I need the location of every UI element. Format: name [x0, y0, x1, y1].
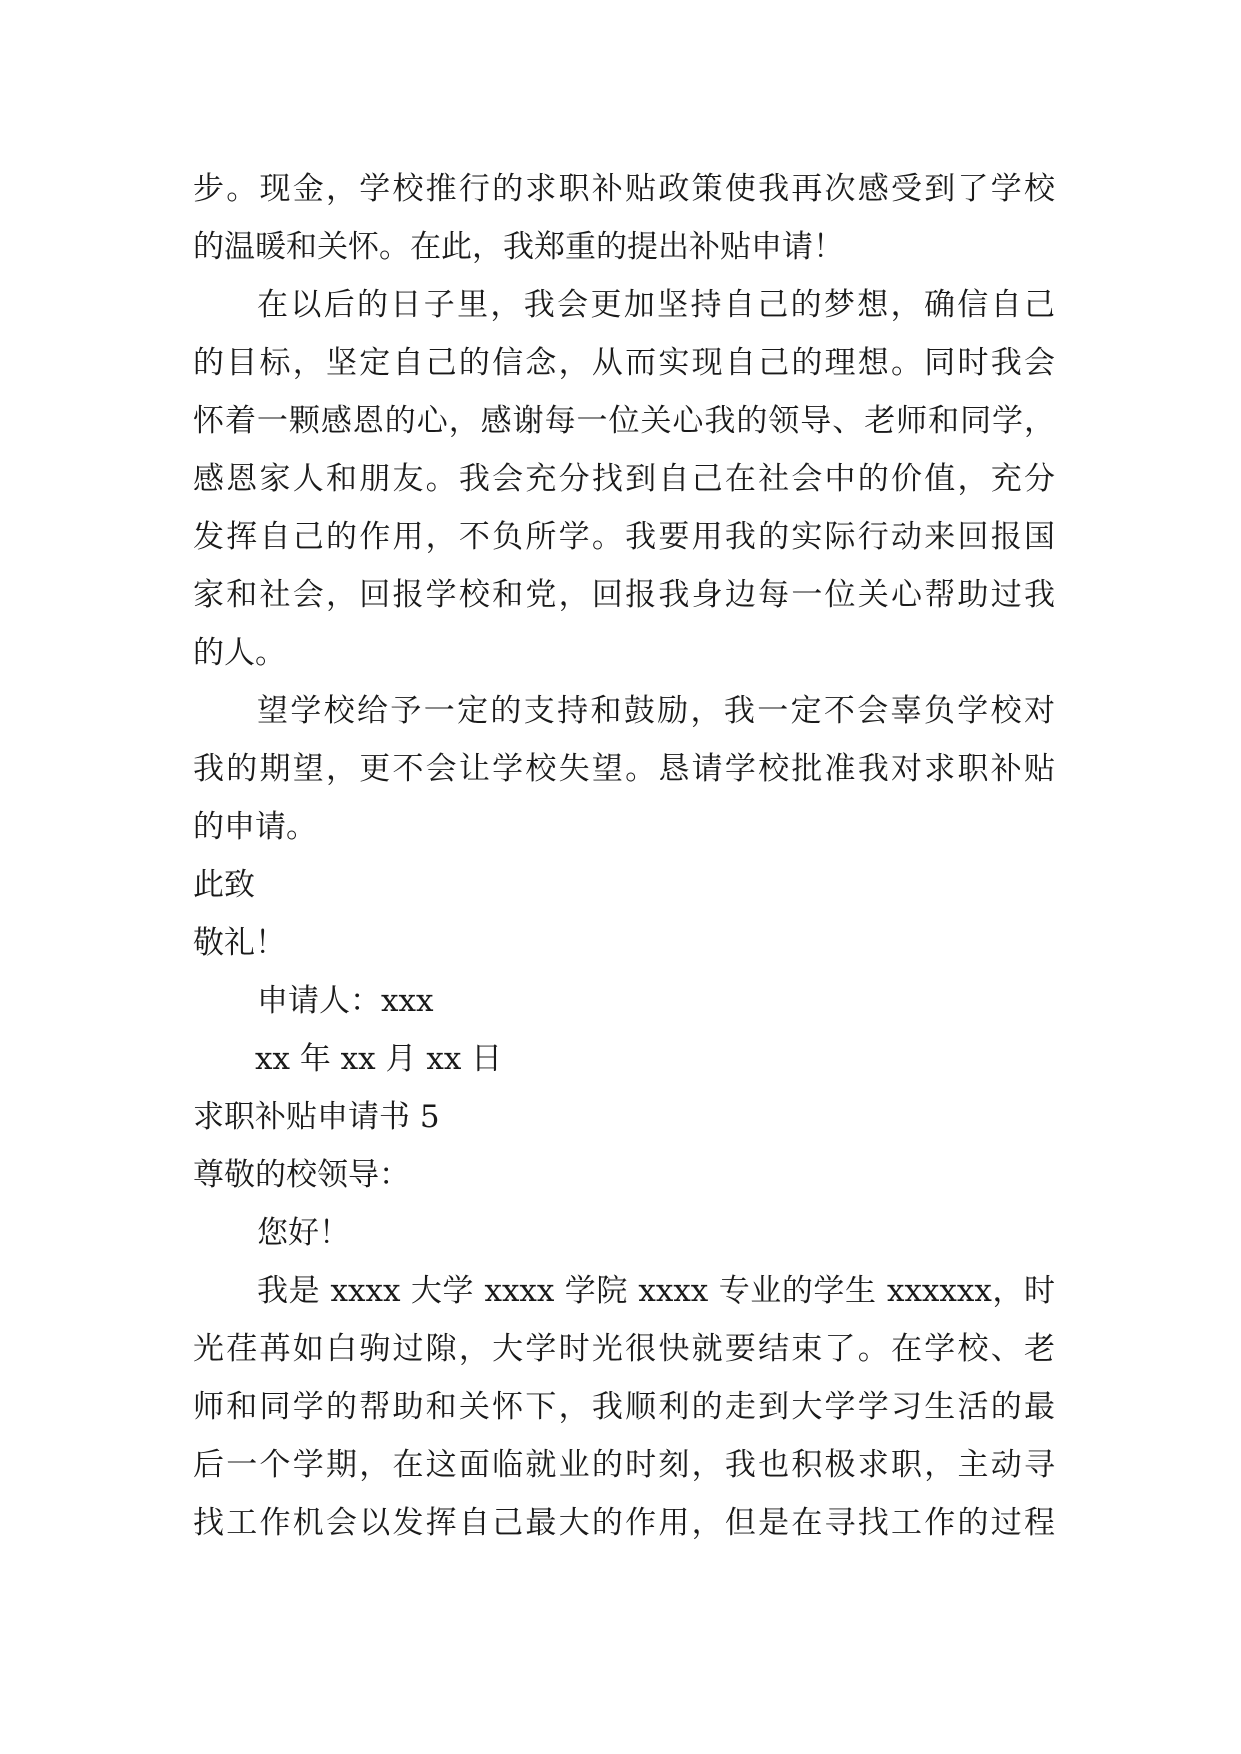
- paragraph-line: 师和同学的帮助和关怀下，我顺利的走到大学学习生活的最: [193, 1389, 1055, 1425]
- section-title: 求职补贴申请书 5: [193, 1099, 440, 1135]
- paragraph-line: 找工作机会以发挥自己最大的作用，但是在寻找工作的过程: [193, 1505, 1055, 1541]
- paragraph-line: 的人。: [193, 635, 286, 671]
- paragraph-line: 的温暖和关怀。在此，我郑重的提出补贴申请！: [193, 229, 844, 265]
- paragraph-line: 后一个学期，在这面临就业的时刻，我也积极求职，主动寻: [193, 1447, 1055, 1483]
- date-line: xx 年 xx 月 xx 日: [255, 1041, 503, 1077]
- paragraph-line: 我是 xxxx 大学 xxxx 学院 xxxx 专业的学生 xxxxxx，时: [257, 1273, 1055, 1309]
- paragraph-line: 光荏苒如白驹过隙，大学时光很快就要结束了。在学校、老: [193, 1331, 1055, 1367]
- paragraph-line: 在以后的日子里，我会更加坚持自己的梦想，确信自己: [257, 287, 1055, 323]
- paragraph-line: 望学校给予一定的支持和鼓励，我一定不会辜负学校对: [257, 693, 1055, 729]
- paragraph-line: 的申请。: [193, 809, 317, 845]
- greeting-line: 尊敬的校领导：: [193, 1157, 410, 1193]
- paragraph-line: 家和社会，回报学校和党，回报我身边每一位关心帮助过我: [193, 577, 1055, 613]
- paragraph-line: 步。现金，学校推行的求职补贴政策使我再次感受到了学校: [193, 171, 1055, 207]
- paragraph-line: 发挥自己的作用，不负所学。我要用我的实际行动来回报国: [193, 519, 1055, 555]
- applicant-line: 申请人：xxx: [257, 983, 434, 1019]
- paragraph-line: 的目标，坚定自己的信念，从而实现自己的理想。同时我会: [193, 345, 1055, 381]
- paragraph-line: 感恩家人和朋友。我会充分找到自己在社会中的价值，充分: [193, 461, 1055, 497]
- document-page: [193, 160, 1055, 1552]
- salutation-line: 敬礼！: [193, 925, 286, 961]
- greeting-line: 您好！: [257, 1215, 350, 1251]
- paragraph-line: 怀着一颗感恩的心，感谢每一位关心我的领导、老师和同学，: [193, 403, 1055, 439]
- paragraph-line: 我的期望，更不会让学校失望。恳请学校批准我对求职补贴: [193, 751, 1055, 787]
- closing-line: 此致: [193, 867, 255, 903]
